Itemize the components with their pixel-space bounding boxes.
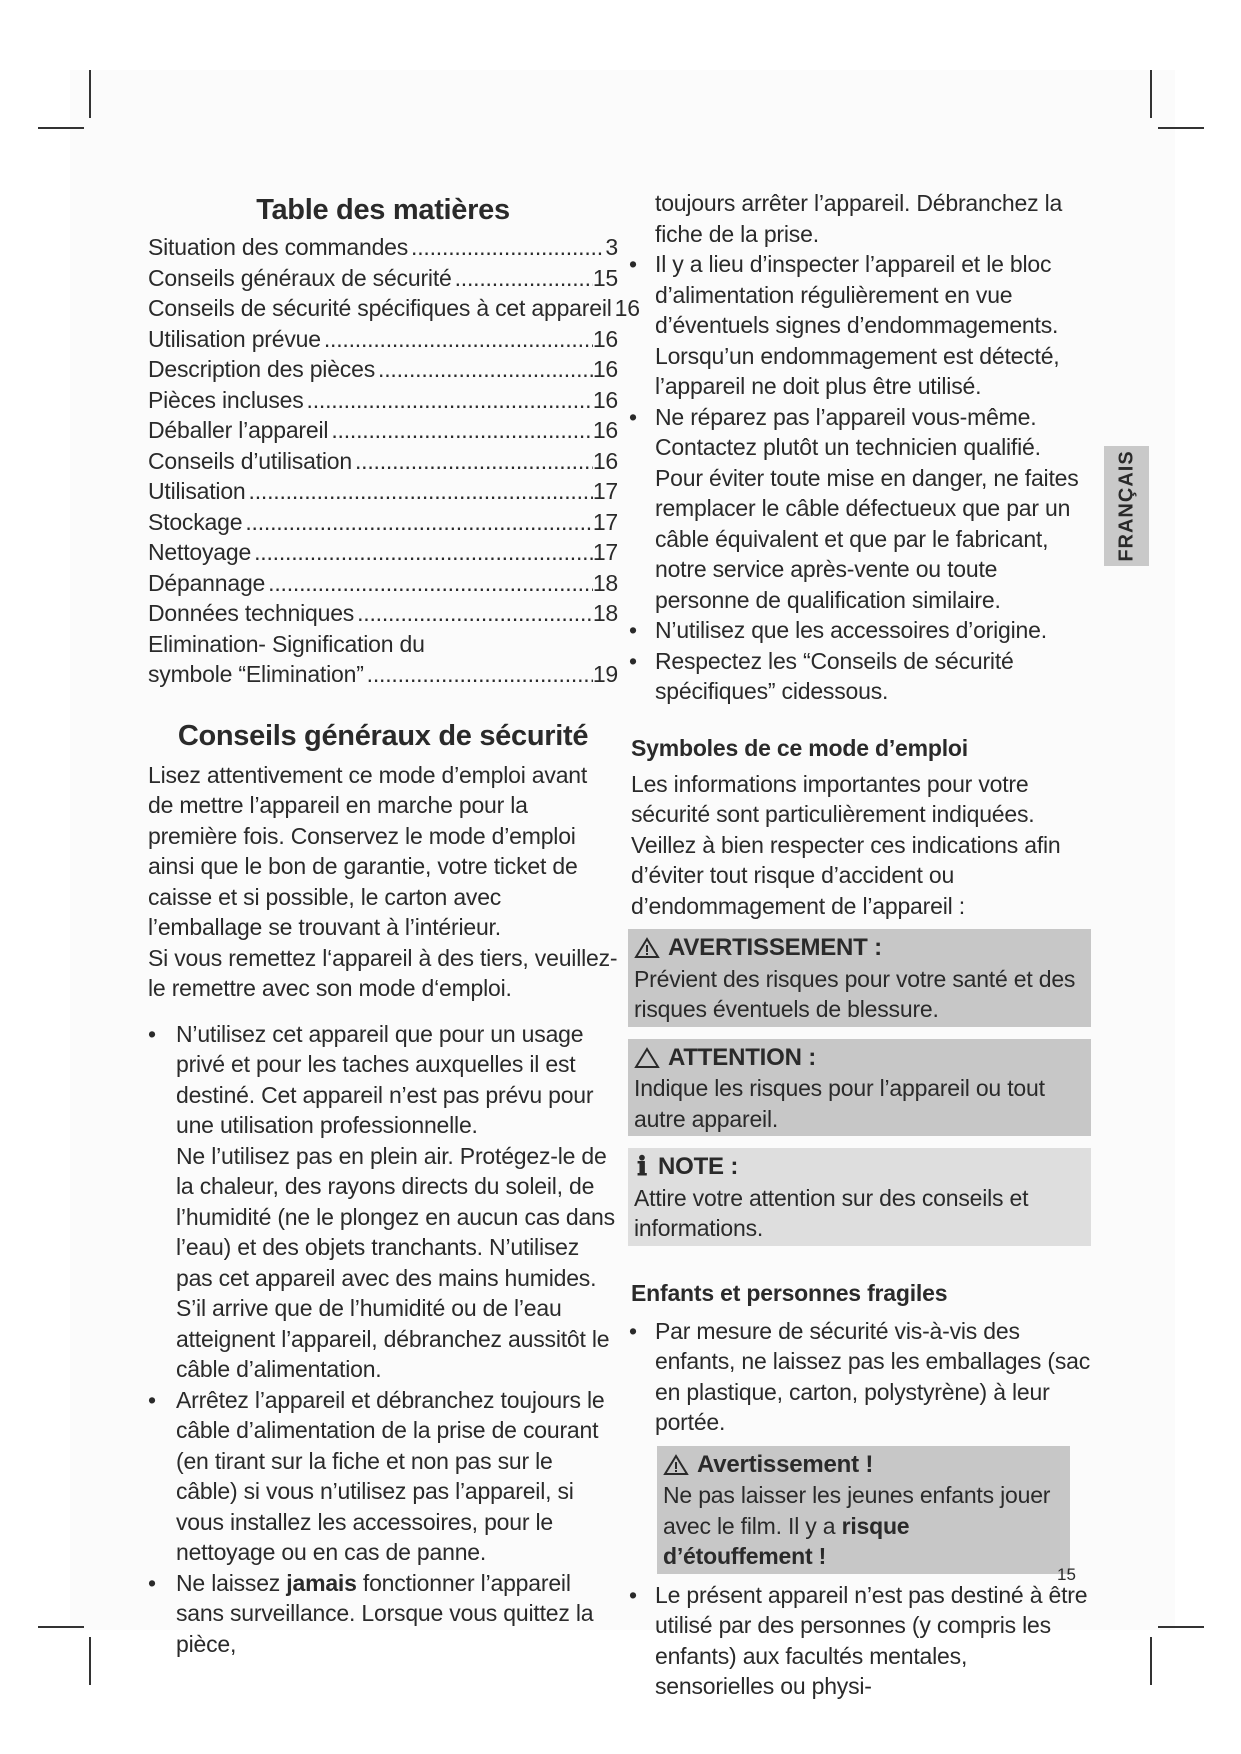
list-item: • Il y a lieu d’inspecter l’appareil et le bloc d’alimentation régulièrement en vue d’éventuels signes d’endommagements. Lorsqu’un endommagement est détecté, l’appareil ne doit plus être utilisé.	[631, 249, 1091, 402]
crop-mark	[38, 1626, 84, 1628]
toc-entry[interactable]: Conseils d’utilisation ..... 16	[148, 446, 618, 477]
left-column	[148, 192, 640, 1659]
page-number: 15	[1057, 1565, 1076, 1584]
info-icon: ℹ	[637, 1152, 647, 1182]
crop-mark	[1150, 70, 1152, 118]
toc-entry[interactable]: Utilisation prévue ..... 16	[148, 324, 618, 355]
warning-box	[628, 929, 1091, 1027]
list-item: • Le présent appareil n’est pas destiné à être utilisé par des personnes (y compris les enfants) aux facultés mentales, sensorielles ou physi-	[631, 1580, 1091, 1702]
crop-mark	[1158, 127, 1204, 129]
crop-mark	[89, 1637, 91, 1685]
toc-entry[interactable]: Utilisation ..... 17	[148, 476, 618, 507]
list-item: • Ne réparez pas l’appareil vous-même. Contactez plutôt un technicien qualifié. Pour éviter toute mise en danger, ne faites remplacer le câble défectueux que par un câble équivalent et que par le fabricant, notre service après-vente ou toute personne de qualification similaire.	[631, 402, 1091, 616]
list-item: • Ne laissez jamais fonctionner l’appareil sans surveillance. Lorsque vous quittez la pièce,	[148, 1568, 618, 1660]
toc-entry[interactable]: Elimination- Signification du symbole “Elimination” ..... 19	[148, 629, 618, 690]
children-warning-text: Ne pas laisser les jeunes enfants jouer avec le film. Il y a risque d’étouffement !	[663, 1482, 1051, 1569]
toc-entry[interactable]: Nettoyage ..... 17	[148, 537, 618, 568]
continued-text: toujours arrêter l’appareil. Débranchez la fiche de la prise.	[655, 190, 1063, 247]
intro-paragraph-2: Si vous remettez l‘appareil à des tiers, veuillez-le remettre avec son mode d‘emploi.	[148, 944, 618, 1001]
toc-entry[interactable]: Dépannage ..... 18	[148, 568, 618, 599]
children-heading: Enfants et personnes fragiles	[631, 1279, 948, 1306]
children-bullet-list	[631, 1316, 1091, 1702]
list-item: • Par mesure de sécurité vis-à-vis des enfants, ne laissez pas les emballages (sac en plastique, carton, polystyrène) à leur portée. Avertissement ! Ne pas laisser les jeunes enfants jouer avec le film. Il y a risque d’étouffement !	[631, 1316, 1091, 1574]
toc-title: Table des matières	[256, 194, 510, 226]
toc-entry[interactable]: Conseils généraux de sécurité ..... 15	[148, 263, 618, 294]
note-text: Attire votre attention sur des conseils et informations.	[634, 1184, 1029, 1241]
list-item: • Arrêtez l’appareil et débranchez toujours le câble d’alimentation de la prise de courant (en tirant sur la fiche et non pas sur le câble) si vous n’utilisez pas l’appareil, si vous installez les accessoires, pour le nettoyage ou en cas de panne.	[148, 1385, 618, 1568]
intro-paragraph: Lisez attentivement ce mode d’emploi avant de mettre l’appareil en marche pour la première fois. Conservez le mode d’emploi ainsi que le bon de garantie, votre ticket de caisse et si possible, le carton avec l’emballage se trouvant à l’intérieur.	[148, 761, 588, 940]
note-heading: NOTE :	[658, 1153, 739, 1180]
list-item: • Respectez les “Conseils de sécurité spécifiques” cidessous.	[631, 646, 1091, 707]
toc-entry[interactable]: Stockage ..... 17	[148, 507, 618, 538]
warning-text: Prévient des risques pour votre santé et des risques éventuels de blessure.	[634, 965, 1076, 1022]
list-item: • N’utilisez que les accessoires d’origine.	[631, 615, 1091, 646]
symbols-paragraph: Les informations importantes pour votre sécurité sont particulièrement indiquées. Veillez à bien respecter ces indications afin d’éviter tout risque d’accident ou d’endommagement de l’appareil :	[631, 770, 1061, 919]
language-side-tab: FRANÇAIS	[1104, 446, 1149, 566]
crop-mark	[38, 127, 84, 129]
safety-bullet-list	[148, 1019, 618, 1660]
children-warning-box	[657, 1446, 1070, 1574]
toc-entry[interactable]: Description des pièces ..... 16	[148, 354, 618, 385]
caution-triangle-icon	[634, 1047, 660, 1069]
right-column	[631, 192, 1091, 1702]
toc-entry[interactable]: Pièces incluses ..... 16	[148, 385, 618, 416]
crop-mark	[1158, 1626, 1204, 1628]
attention-box	[628, 1039, 1091, 1137]
note-box	[628, 1148, 1091, 1246]
symbols-heading: Symboles de ce mode d’emploi	[631, 734, 968, 761]
list-item: • N’utilisez cet appareil que pour un usage privé et pour les taches auxquelles il est destiné. Cet appareil n’est pas prévu pour une utilisation professionnelle. Ne l’utilisez pas en plein air. Protégez-le de la chaleur, des rayons directs du soleil, de l’humidité (ne le plongez en aucun cas dans l’eau) et des objets tranchants. N’utilisez pas cet appareil avec des mains humides. S’il arrive que de l’humidité ou de l’eau atteignent l’appareil, débranchez aussitôt le câble d’alimentation.	[148, 1019, 618, 1385]
toc-entry[interactable]: Situation des commandes ..... 3	[148, 232, 618, 263]
crop-mark	[1150, 1637, 1152, 1685]
warning-triangle-icon	[634, 937, 660, 959]
attention-heading: ATTENTION :	[668, 1043, 816, 1071]
section-title-general-safety: Conseils généraux de sécurité	[177, 719, 589, 752]
toc-entry[interactable]: Déballer l’appareil ..... 16	[148, 415, 618, 446]
warning-triangle-icon	[663, 1454, 689, 1476]
toc-entry[interactable]: Données techniques ..... 18	[148, 598, 618, 629]
toc-entry[interactable]: Conseils de sécurité spécifiques à cet appareil 16	[148, 295, 640, 321]
warning-heading: AVERTISSEMENT :	[668, 934, 882, 961]
crop-mark	[89, 70, 91, 118]
table-of-contents	[148, 232, 640, 690]
children-warning-heading: Avertissement !	[697, 1450, 874, 1478]
safety-bullet-list-continued	[631, 249, 1091, 707]
attention-text: Indique les risques pour l’appareil ou tout autre appareil.	[634, 1075, 1045, 1132]
